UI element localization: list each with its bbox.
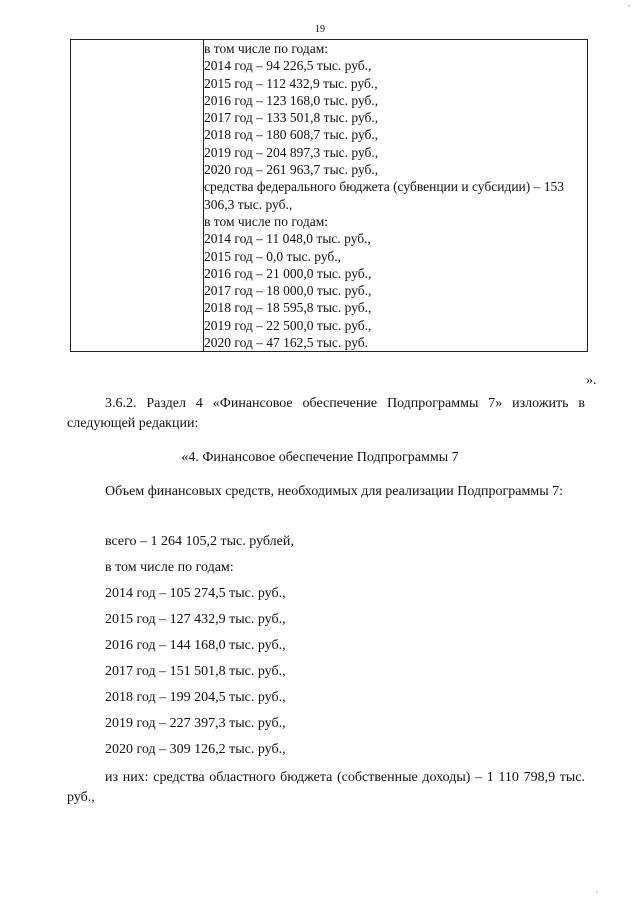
amendment-paragraph: 3.6.2. Раздел 4 «Финансовое обеспечение Подпрограммы 7» изложить в следующей редакции: xyxy=(67,396,585,431)
section-heading: «4. Финансовое обеспечение Подпрограммы 7 xyxy=(181,450,459,465)
table-line: 2016 год – 123 168,0 тыс. руб., xyxy=(204,92,379,108)
regional-budget-paragraph: из них: средства областного бюджета (собственные доходы) – 1 110 798,9 тыс. руб., xyxy=(67,770,585,805)
year-line: 2017 год – 151 501,8 тыс. руб., xyxy=(105,664,286,679)
table-line: 2020 год – 47 162,5 тыс. руб. xyxy=(204,335,369,351)
scan-mark-bottom: • xyxy=(595,890,598,896)
table-line: средства федерального бюджета (субвенции и субсидии) – 153 306,3 тыс. руб., xyxy=(204,179,565,212)
table-line: в том числе по годам: xyxy=(204,41,329,56)
table-line: 2015 год – 112 432,9 тыс. руб., xyxy=(204,75,378,91)
year-line: 2015 год – 127 432,9 тыс. руб., xyxy=(105,612,286,627)
table-line: 2016 год – 21 000,0 тыс. руб., xyxy=(204,265,372,281)
year-line: 2018 год – 199 204,5 тыс. руб., xyxy=(105,690,286,705)
total-line: всего – 1 264 105,2 тыс. рублей, xyxy=(105,534,294,549)
year-line: 2019 год – 227 397,3 тыс. руб., xyxy=(105,716,286,731)
table-line: 2017 год – 133 501,8 тыс. руб., xyxy=(204,110,379,126)
year-line: 2020 год – 309 126,2 тыс. руб., xyxy=(105,742,286,757)
table-value-cell xyxy=(204,40,588,352)
financing-table xyxy=(70,39,588,352)
scan-mark-top: • xyxy=(627,4,630,10)
table-line: 2015 год – 0,0 тыс. руб., xyxy=(204,248,342,264)
table-line: 2018 год – 180 608,7 тыс. руб., xyxy=(204,127,379,143)
closing-quote: ». xyxy=(586,373,597,388)
page-number: 19 xyxy=(315,24,325,35)
table-row xyxy=(71,40,588,352)
by-years-label: в том числе по годам: xyxy=(105,560,234,575)
table-line: 2019 год – 22 500,0 тыс. руб., xyxy=(204,317,372,333)
year-line: 2016 год – 144 168,0 тыс. руб., xyxy=(105,638,286,653)
table-line: 2014 год – 94 226,5 тыс. руб., xyxy=(204,58,372,74)
table-line: 2019 год – 204 897,3 тыс. руб., xyxy=(204,144,379,160)
table-line: 2018 год – 18 595,8 тыс. руб., xyxy=(204,300,372,316)
table-line: в том числе по годам: xyxy=(204,213,329,229)
table-label-cell xyxy=(71,40,204,352)
volume-paragraph: Объем финансовых средств, необходимых для реализации Подпрограммы 7: xyxy=(105,484,564,499)
year-line: 2014 год – 105 274,5 тыс. руб., xyxy=(105,586,286,601)
table-line: 2014 год – 11 048,0 тыс. руб., xyxy=(204,231,371,247)
table-line: 2020 год – 261 963,7 тыс. руб., xyxy=(204,162,379,178)
table-line: 2017 год – 18 000,0 тыс. руб., xyxy=(204,283,372,299)
